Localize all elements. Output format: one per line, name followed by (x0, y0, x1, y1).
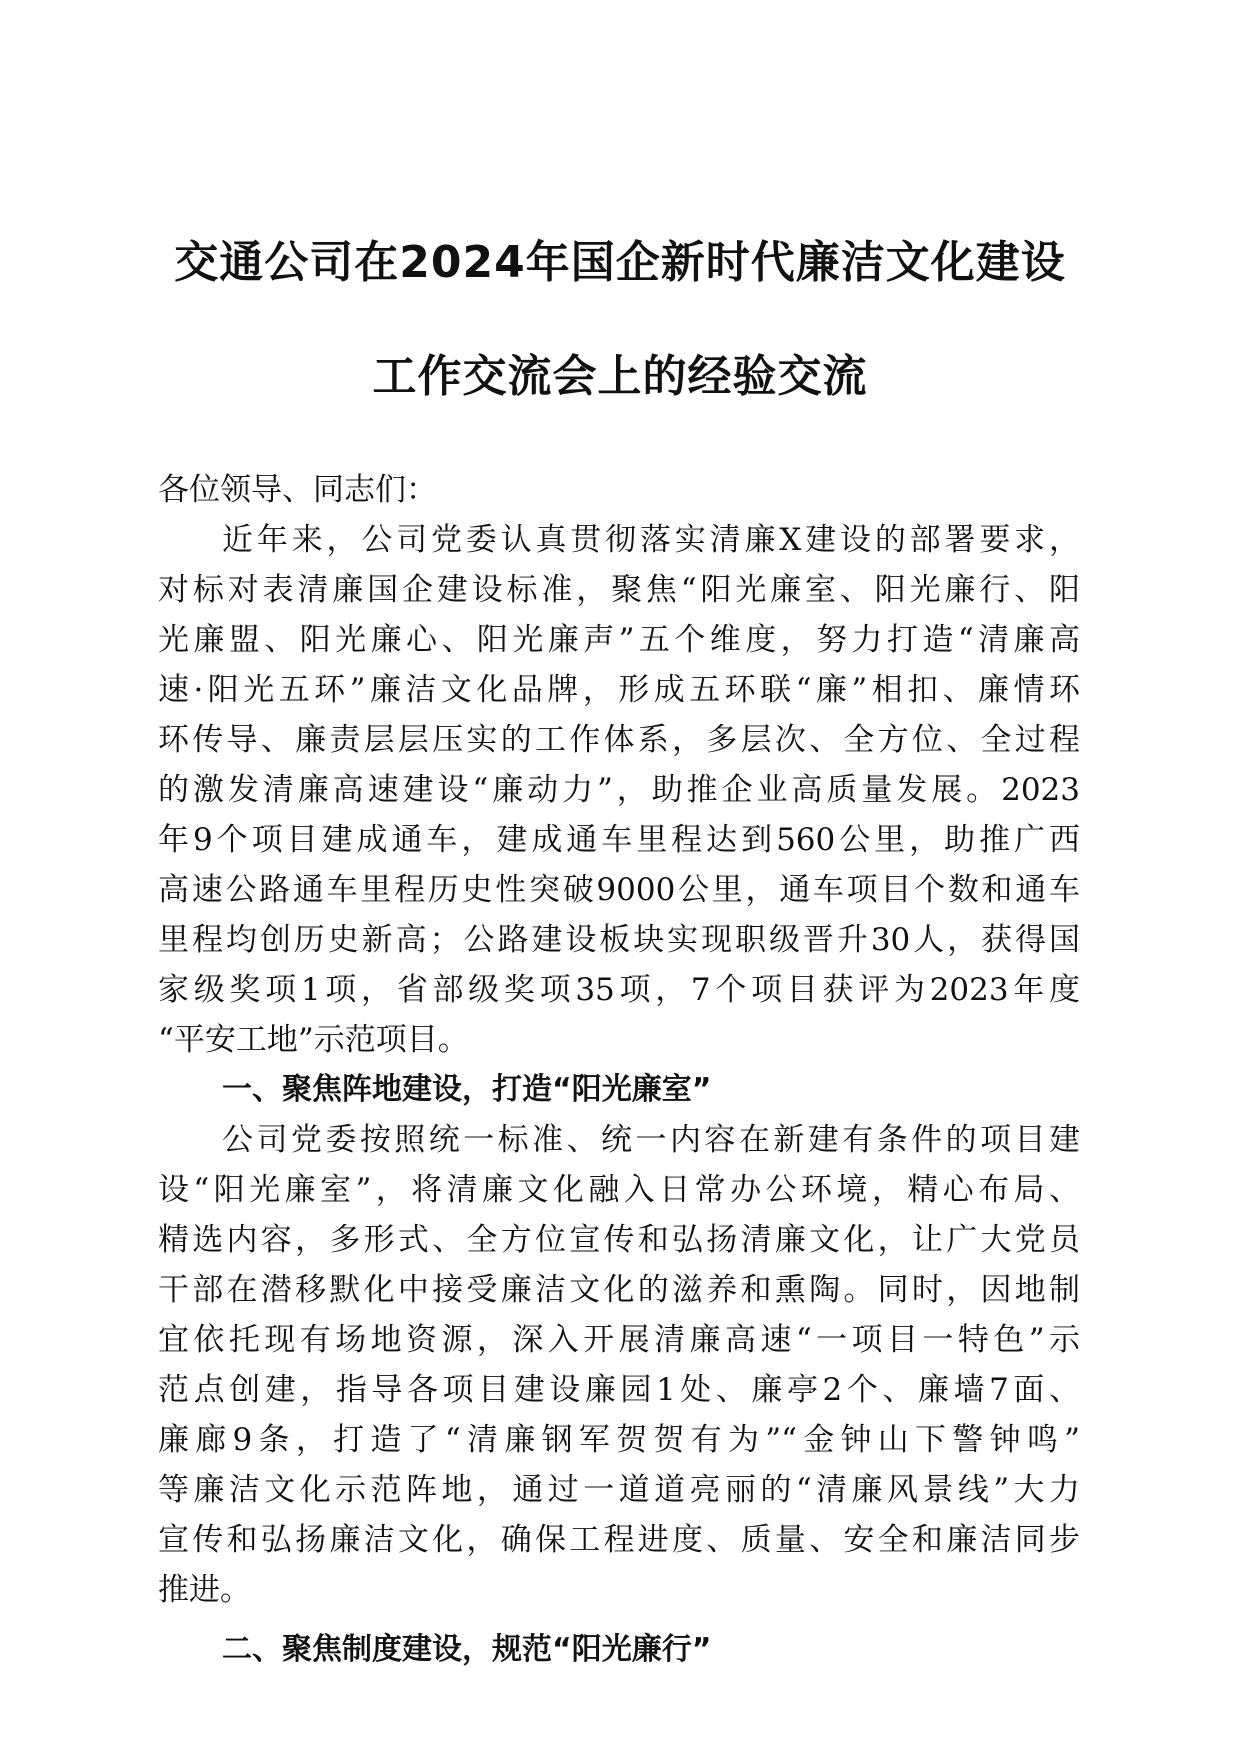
paragraph-line: 宣传和弘扬廉洁文化，确保工程进度、质量、安全和廉洁同步 (158, 1522, 1080, 1558)
section-1-paragraph (158, 1115, 1080, 1615)
paragraph-line: 干部在潜移默化中接受廉洁文化的滋养和熏陶。同时，因地制 (158, 1272, 1080, 1308)
section-heading-1: 一、聚焦阵地建设，打造“阳光廉室” (222, 1072, 712, 1107)
paragraph-line: 环传导、廉责层层压实的工作体系，多层次、全方位、全过程 (158, 722, 1080, 758)
intro-paragraph (158, 515, 1080, 1065)
paragraph-line: 廉廊9条，打造了“清廉钢军贺贺有为”“金钟山下警钟鸣” (158, 1422, 1080, 1458)
paragraph-line: 精选内容，多形式、全方位宣传和弘扬清廉文化，让广大党员 (158, 1222, 1080, 1258)
paragraph-line: 等廉洁文化示范阵地，通过一道道亮丽的“清廉风景线”大力 (158, 1472, 1080, 1508)
paragraph-line: 宜依托现有场地资源，深入开展清廉高速“一项目一特色”示 (158, 1322, 1080, 1358)
document-body (158, 465, 1080, 1675)
document-title-line-1: 交通公司在2024年国企新时代廉洁文化建设 (174, 237, 1066, 288)
paragraph-line: 设“阳光廉室”，将清廉文化融入日常办公环境，精心布局、 (158, 1172, 1080, 1208)
paragraph-line: 高速公路通车里程历史性突破9000公里，通车项目个数和通车 (158, 872, 1080, 908)
paragraph-line: 速·阳光五环”廉洁文化品牌，形成五环联“廉”相扣、廉情环 (158, 672, 1080, 708)
paragraph-line: 的激发清廉高速建设“廉动力”，助推企业高质量发展。2023 (158, 772, 1080, 808)
paragraph-line: “平安工地”示范项目。 (158, 1022, 469, 1058)
paragraph-line: 里程均创历史新高；公路建设板块实现职级晋升30人，获得国 (158, 922, 1080, 958)
paragraph-line: 近年来，公司党委认真贯彻落实清廉X建设的部署要求， (222, 522, 1080, 558)
paragraph-line: 对标对表清廉国企建设标准，聚焦“阳光廉室、阳光廉行、阳 (158, 572, 1080, 608)
paragraph-line: 家级奖项1项，省部级奖项35项，7个项目获评为2023年度 (158, 972, 1080, 1008)
paragraph-line: 范点创建，指导各项目建设廉园1处、廉亭2个、廉墙7面、 (158, 1372, 1080, 1408)
section-heading-2: 二、聚焦制度建设，规范“阳光廉行” (222, 1632, 712, 1667)
paragraph-line: 光廉盟、阳光廉心、阳光廉声”五个维度，努力打造“清廉高 (158, 622, 1080, 658)
paragraph-line: 公司党委按照统一标准、统一内容在新建有条件的项目建 (222, 1122, 1080, 1158)
paragraph-line: 年9个项目建成通车，建成通车里程达到560公里，助推广西 (158, 822, 1080, 858)
paragraph-line: 推进。 (158, 1572, 251, 1608)
salutation: 各位领导、同志们： (158, 472, 437, 508)
document-title-line-2: 工作交流会上的经验交流 (372, 351, 868, 402)
